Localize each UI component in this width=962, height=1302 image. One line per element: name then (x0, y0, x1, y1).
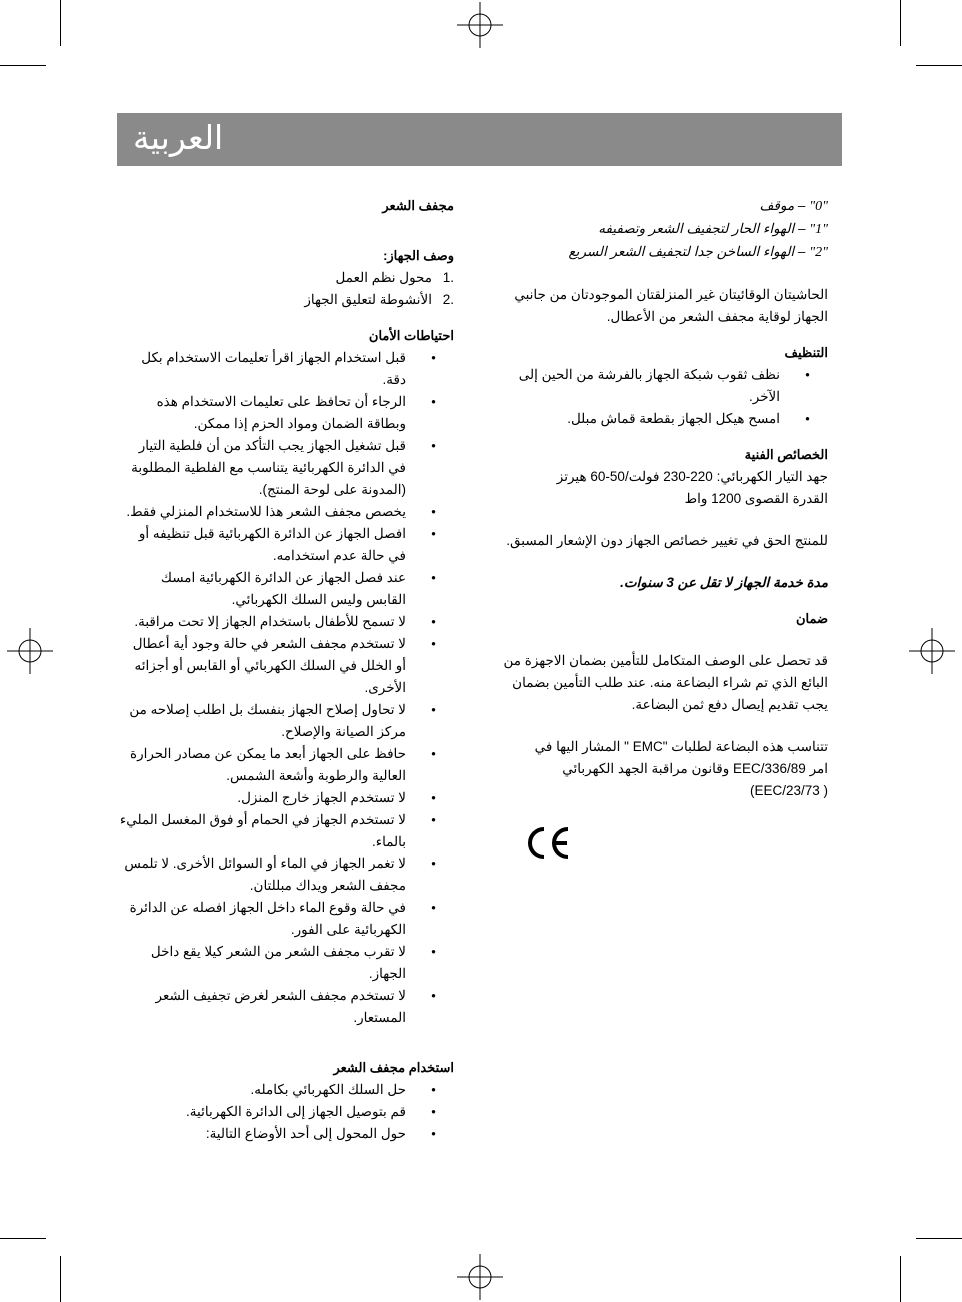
description-heading: وصف الجهاز: (383, 248, 454, 263)
mode-item: "1" – الهواء الحار لتجفيف الشعر وتصفيفه (598, 221, 828, 237)
specs-heading: الخصائص الفنية (744, 447, 828, 462)
list-item: ● يخصص مجفف الشعر هذا للاستخدام المنزلي فقط. (119, 501, 406, 523)
crop-mark (900, 0, 901, 46)
list-item: 1. محول نظم العمل (335, 270, 454, 285)
list-item: ● افصل الجهاز عن الدائرة الكهربائية قبل تنظيفه أو في حالة عدم استخدامه. (119, 523, 406, 567)
list-item: ● لا تستخدم الجهاز خارج المنزل. (119, 787, 406, 809)
list-item: ● في حالة وقوع الماء داخل الجهاز افصله عن الدائرة الكهربائية على الفور. (119, 897, 406, 941)
list-item: ● حل السلك الكهربائي بكامله. (119, 1079, 406, 1101)
safety-list (119, 347, 454, 1029)
registration-mark-icon (909, 628, 955, 674)
list-item: ● حافظ على الجهاز أبعد ما يمكن عن مصادر الحرارة العالية والرطوبة وأشعة الشمس. (119, 743, 406, 787)
warranty-text: قد تحصل على الوصف المتكامل للتأمين بضمان الاجهزة من البائع الذي تم شراء البضاعة منه. عند طلب التأمين بضمان يجب تقديم إيصال دفع ثمن البضاعة. (503, 653, 828, 712)
list-item: ● لا تستخدم مجفف الشعر لغرض تجفيف الشعر المستعار. (119, 985, 406, 1029)
list-item: ● لا تحاول إصلاح الجهاز بنفسك بل اطلب إصلاحه من مركز الصيانة والإصلاح. (119, 699, 406, 743)
page-title: العربية (133, 118, 224, 157)
warranty-heading: ضمان (795, 611, 828, 626)
spec-voltage: جهد التيار الكهربائي: 220-230 فولت/50-60 هيرتز (556, 469, 828, 484)
usage-heading: استخدام مجفف الشعر (333, 1060, 454, 1075)
mode-list (493, 195, 828, 264)
list-item: ● لا تستخدم مجفف الشعر في حالة وجود أية أعطال أو الخلل في السلك الكهربائي أو القابس أو أجزائه الأخرى. (119, 633, 406, 699)
list-item: ● نظف ثقوب شبكة الجهاز بالفرشة من الحين إلى الآخر. (493, 364, 780, 408)
list-item: ● الرجاء أن تحافظ على تعليمات الاستخدام هذه وبطاقة الضمان ومواد الحزم إذا ممكن. (119, 391, 406, 435)
left-column (493, 195, 828, 802)
rights-text: للمنتج الحق في تغيير خصائص الجهاز دون الإشعار المسبق. (506, 533, 828, 548)
mode-item: "0" – موقف (759, 198, 828, 214)
list-item: ● حول المحول إلى أحد الأوضاع التالية: (119, 1123, 406, 1145)
list-item: ● عند فصل الجهاز عن الدائرة الكهربائية امسك القابس وليس السلك الكهربائي. (119, 567, 406, 611)
mode-item: "2" – الهواء الساخن جدا لتجفيف الشعر السريع (568, 244, 828, 260)
crop-mark (0, 65, 46, 66)
list-item: ● قبل تشغيل الجهاز يجب التأكد من أن فلطية التيار في الدائرة الكهربائية يتناسب مع الفلطية المطلوبة (المدونة على لوحة المنتج). (119, 435, 406, 501)
crop-mark (916, 1238, 962, 1239)
nozzles-text: الحاشيتان الوقائيتان غير المنزلقتان الموجودتان من جانبي الجهاز لوقاية مجفف الشعر من الأعطال. (514, 287, 828, 324)
service-life-text: مدة خدمة الجهاز لا تقل عن 3 سنوات. (620, 575, 828, 590)
description-list (119, 267, 454, 311)
section-header-bar (117, 113, 842, 166)
crop-mark (0, 1238, 46, 1239)
compliance-line: امر EEC/336/89 وقانون مراقبة الجهد الكهربائي (562, 761, 828, 776)
registration-mark-icon (457, 1254, 503, 1300)
product-title: مجفف الشعر (382, 198, 454, 213)
usage-list (119, 1079, 454, 1145)
cleaning-heading: التنظيف (784, 345, 828, 360)
safety-heading: احتياطات الأمان (368, 328, 454, 343)
list-item: ● امسح هيكل الجهاز بقطعة قماش مبلل. (493, 408, 780, 430)
crop-mark (60, 1256, 61, 1302)
list-item: ● قم بتوصيل الجهاز إلى الدائرة الكهربائية. (119, 1101, 406, 1123)
crop-mark (916, 65, 962, 66)
right-column (119, 195, 454, 1145)
list-item: ● لا تقرب مجفف الشعر من الشعر كيلا يقع داخل الجهاز. (119, 941, 406, 985)
ce-mark-icon (527, 826, 573, 860)
registration-mark-icon (7, 628, 53, 674)
crop-mark (60, 0, 61, 46)
compliance-line: ( EEC/23/73) (749, 783, 828, 798)
list-item: 2. الأنشوطة لتعليق الجهاز (304, 292, 454, 307)
list-item: ● لا تغمر الجهاز في الماء أو السوائل الأخرى. لا تلمس مجفف الشعر ويداك مبللتان. (119, 853, 406, 897)
list-item: ● لا تسمح للأطفال باستخدام الجهاز إلا تحت مراقبة. (119, 611, 406, 633)
compliance-line: تتناسب هذه البضاعة لطلبات "EMC " المشار اليها في (534, 739, 828, 754)
list-item: ● قبل استخدام الجهاز اقرأ تعليمات الاستخدام بكل دقة. (119, 347, 406, 391)
cleaning-list (493, 364, 828, 430)
spec-power: القدرة القصوى 1200 واط (684, 491, 828, 506)
registration-mark-icon (457, 2, 503, 48)
crop-mark (900, 1256, 901, 1302)
list-item: ● لا تستخدم الجهاز في الحمام أو فوق المغسل المليء بالماء. (119, 809, 406, 853)
